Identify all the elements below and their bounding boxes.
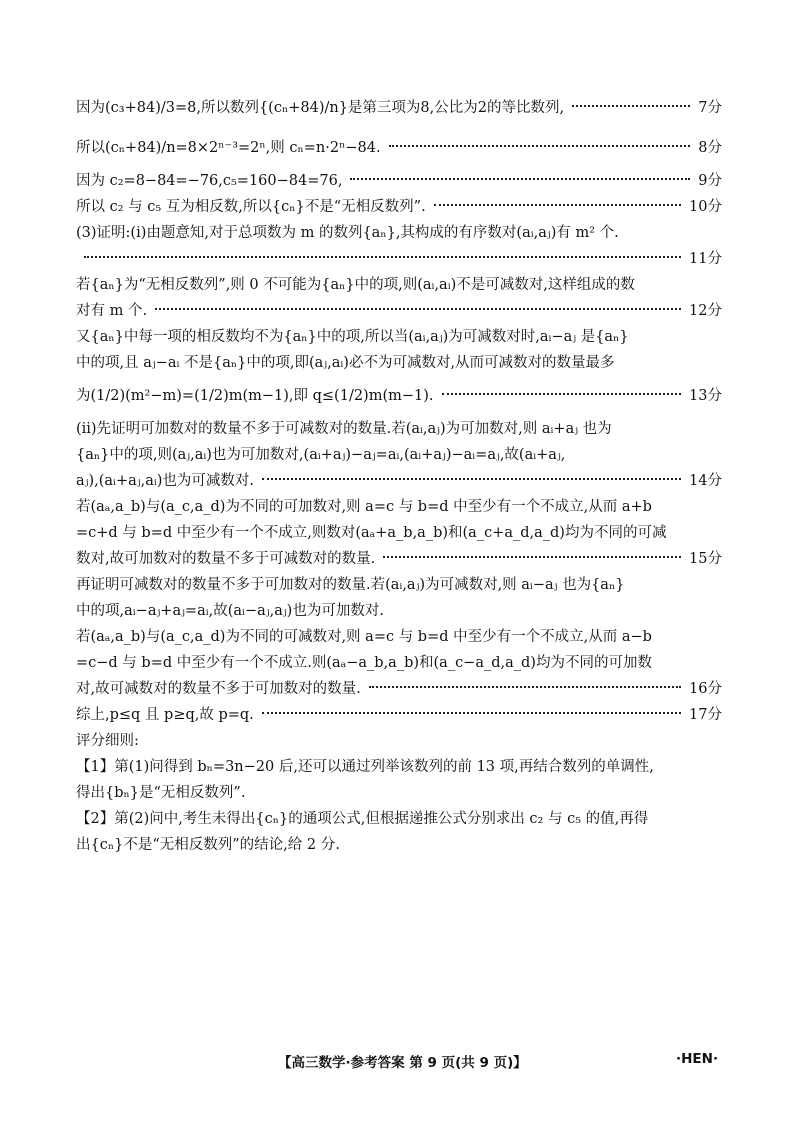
- answer-line: [76, 494, 722, 520]
- line-text: 得出{bₙ}是“无相反数列”.: [76, 785, 246, 801]
- answer-body: [76, 88, 722, 858]
- line-text: 出{cₙ}不是“无相反数列”的结论,给 2 分.: [76, 837, 340, 853]
- line-text: 若{aₙ}为“无相反数列”,则 0 不可能为{aₙ}中的项,则(aᵢ,aᵢ)不是可减数对,这样组成的数: [76, 277, 635, 293]
- score-label: 13分: [689, 388, 722, 404]
- line-text: 对,故可减数对的数量不多于可加数对的数量.: [76, 681, 361, 697]
- score-label: 15分: [689, 551, 722, 567]
- answer-line: [76, 324, 722, 350]
- line-text: 因为 c₂=8−84=−76,c₅=160−84=76,: [76, 173, 343, 189]
- score-label: 17分: [689, 707, 722, 723]
- score-label: 7分: [698, 100, 722, 116]
- line-text: 所以 c₂ 与 c₅ 互为相反数,所以{cₙ}不是“无相反数列”.: [76, 199, 426, 215]
- line-text: 中的项,aᵢ−aⱼ+aⱼ=aᵢ,故(aᵢ−aⱼ,aⱼ)也为可加数对.: [76, 603, 384, 619]
- leader-dots: [442, 393, 682, 395]
- answer-line: [76, 728, 722, 754]
- line-text: aⱼ),(aᵢ+aⱼ,aᵢ)也为可减数对.: [76, 473, 255, 489]
- score-label: 8分: [698, 140, 722, 156]
- answer-line: [76, 246, 722, 272]
- score-label: 14分: [689, 473, 722, 489]
- answer-line: [76, 220, 722, 246]
- leader-dots: [84, 256, 681, 258]
- answer-line: [76, 702, 722, 728]
- leader-dots: [350, 178, 690, 180]
- footer-title: 【高三数学·参考答案 第 9 页(共 9 页)】: [278, 1055, 527, 1071]
- footer-mark: ·HEN·: [676, 1051, 719, 1067]
- leader-dots: [155, 308, 681, 310]
- line-text: 若(aₐ,a_b)与(a_c,a_d)为不同的可加数对,则 a=c 与 b=d 中至少有一个不成立,从而 a+b: [76, 499, 652, 515]
- answer-line: [76, 128, 722, 168]
- answer-line: [76, 806, 722, 832]
- line-text: 综上,p≤q 且 p≥q,故 p=q.: [76, 707, 254, 723]
- answer-line: [76, 88, 722, 128]
- answer-line: [76, 650, 722, 676]
- answer-line: [76, 676, 722, 702]
- leader-dots: [262, 712, 681, 714]
- answer-line: [76, 754, 722, 780]
- answer-line: [76, 194, 722, 220]
- score-label: 10分: [689, 199, 722, 215]
- line-text: 对有 m 个.: [76, 303, 148, 319]
- answer-line: [76, 598, 722, 624]
- answer-line: [76, 832, 722, 858]
- answer-line: [76, 572, 722, 598]
- line-text: 数对,故可加数对的数量不多于可减数对的数量.: [76, 551, 376, 567]
- answer-line: [76, 298, 722, 324]
- answer-line: [76, 376, 722, 416]
- answer-line: [76, 468, 722, 494]
- line-text: =c+d 与 b=d 中至少有一个不成立,则数对(aₐ+a_b,a_b)和(a_c+a_d,a_d)均为不同的可减: [76, 525, 667, 541]
- line-text: 所以(cₙ+84)/n=8×2ⁿ⁻³=2ⁿ,则 cₙ=n·2ⁿ−84.: [76, 140, 381, 156]
- line-text: 若(aₐ,a_b)与(a_c,a_d)为不同的可减数对,则 a=c 与 b=d 中至少有一个不成立,从而 a−b: [76, 629, 652, 645]
- answer-line: [76, 350, 722, 376]
- answer-line: [76, 780, 722, 806]
- line-text: 【2】第(2)问中,考生未得出{cₙ}的通项公式,但根据递推公式分别求出 c₂ 与 c₅ 的值,再得: [76, 811, 649, 827]
- leader-dots: [389, 145, 691, 147]
- leader-dots: [572, 105, 690, 107]
- leader-dots: [434, 204, 681, 206]
- answer-line: [76, 168, 722, 194]
- line-text: 因为(c₃+84)/3=8,所以数列{(cₙ+84)/n}是第三项为8,公比为2的等比数列,: [76, 100, 565, 116]
- line-text: =c−d 与 b=d 中至少有一个不成立.则(aₐ−a_b,a_b)和(a_c−a_d,a_d)均为不同的可加数: [76, 655, 652, 671]
- answer-line: [76, 442, 722, 468]
- line-text: 为(1/2)(m²−m)=(1/2)m(m−1),即 q≤(1/2)m(m−1).: [76, 388, 434, 404]
- leader-dots: [369, 686, 681, 688]
- score-label: 12分: [689, 303, 722, 319]
- line-text: 【1】第(1)问得到 bₙ=3n−20 后,还可以通过列举该数列的前 13 项,再结合数列的单调性,: [76, 759, 654, 775]
- line-text: (3)证明:(ⅰ)由题意知,对于总项数为 m 的数列{aₙ},其构成的有序数对(aᵢ,aⱼ)有 m² 个.: [76, 225, 619, 241]
- answer-line: [76, 520, 722, 546]
- line-text: (ⅱ)先证明可加数对的数量不多于可减数对的数量.若(aᵢ,aⱼ)为可加数对,则 aᵢ+aⱼ 也为: [76, 421, 612, 437]
- answer-line: [76, 272, 722, 298]
- answer-line: [76, 416, 722, 442]
- line-text: 又{aₙ}中每一项的相反数均不为{aₙ}中的项,所以当(aᵢ,aⱼ)为可减数对时,aᵢ−aⱼ 是{aₙ}: [76, 329, 629, 345]
- line-text: 评分细则:: [76, 733, 139, 749]
- score-label: 11分: [689, 251, 722, 267]
- score-label: 16分: [689, 681, 722, 697]
- leader-dots: [262, 478, 681, 480]
- leader-dots: [383, 556, 681, 558]
- line-text: 中的项,且 aⱼ−aᵢ 不是{aₙ}中的项,即(aⱼ,aᵢ)必不为可减数对,从而可减数对的数量最多: [76, 355, 615, 371]
- answer-line: [76, 546, 722, 572]
- line-text: 再证明可减数对的数量不多于可加数对的数量.若(aᵢ,aⱼ)为可减数对,则 aᵢ−aⱼ 也为{aₙ}: [76, 577, 625, 593]
- answer-line: [76, 624, 722, 650]
- line-text: {aₙ}中的项,则(aⱼ,aᵢ)也为可加数对,(aᵢ+aⱼ)−aⱼ=aᵢ,(aᵢ+aⱼ)−aᵢ=aⱼ,故(aᵢ+aⱼ,: [76, 447, 566, 463]
- score-label: 9分: [698, 173, 722, 189]
